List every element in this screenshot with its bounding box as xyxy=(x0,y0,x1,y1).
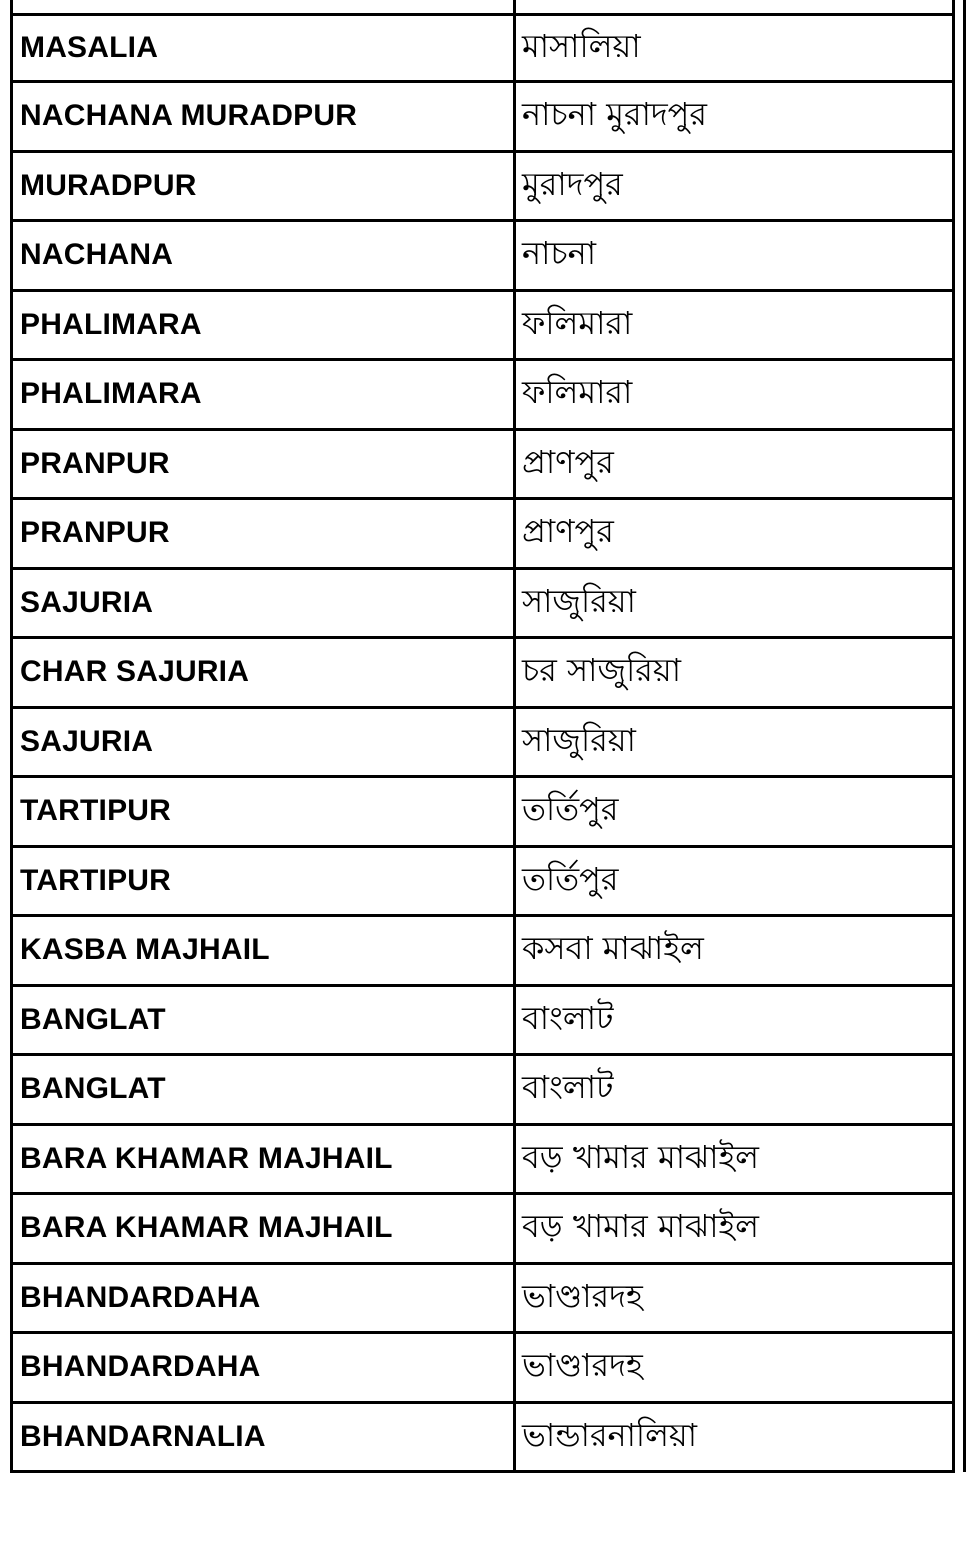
column-border xyxy=(10,16,13,80)
english-name-cell[interactable]: KASBA MAJHAIL xyxy=(20,933,270,967)
table-row xyxy=(10,292,955,362)
column-border xyxy=(513,16,516,80)
table-row xyxy=(10,500,955,570)
bengali-name-cell[interactable]: তর্তিপুর xyxy=(522,859,619,898)
column-border xyxy=(513,431,516,498)
table-row xyxy=(10,153,955,223)
table-header-stub xyxy=(10,0,955,13)
english-name-cell[interactable]: BHANDARDAHA xyxy=(20,1350,261,1384)
column-border xyxy=(952,431,955,498)
table-row xyxy=(10,848,955,918)
column-border xyxy=(952,1404,955,1471)
column-border xyxy=(10,1195,13,1262)
column-border xyxy=(10,222,13,289)
column-border xyxy=(952,987,955,1054)
table-row xyxy=(10,1126,955,1196)
column-border xyxy=(10,83,13,150)
table-row xyxy=(10,222,955,292)
table-row xyxy=(10,13,955,83)
english-name-cell[interactable]: MURADPUR xyxy=(20,168,197,202)
column-border xyxy=(10,1126,13,1193)
column-border xyxy=(952,361,955,428)
bengali-name-cell[interactable]: মুরাদপুর xyxy=(522,164,623,203)
column-border xyxy=(513,709,516,776)
table-row xyxy=(10,361,955,431)
column-border xyxy=(10,570,13,637)
column-border xyxy=(513,361,516,428)
english-name-cell[interactable]: NACHANA xyxy=(20,238,174,272)
english-name-cell[interactable]: BHANDARDAHA xyxy=(20,1280,261,1314)
table-row xyxy=(10,709,955,779)
english-name-cell[interactable]: BHANDARNALIA xyxy=(20,1419,266,1453)
bengali-name-cell[interactable]: বাংলাট xyxy=(522,998,614,1037)
column-border xyxy=(10,431,13,498)
column-border xyxy=(952,153,955,220)
column-border xyxy=(952,1265,955,1332)
bengali-name-cell[interactable]: সাজুরিয়া xyxy=(522,720,636,759)
bengali-name-cell[interactable]: বড় খামার মাঝাইল xyxy=(522,1207,759,1246)
bengali-name-cell[interactable]: সাজুরিয়া xyxy=(522,581,636,620)
english-name-cell[interactable]: PHALIMARA xyxy=(20,307,202,341)
english-name-cell[interactable]: NACHANA MURADPUR xyxy=(20,99,358,133)
english-name-cell[interactable]: BARA KHAMAR MAJHAIL xyxy=(20,1141,393,1175)
bengali-name-cell[interactable]: বাংলাট xyxy=(522,1068,614,1107)
english-name-cell[interactable]: PRANPUR xyxy=(20,516,170,550)
table-row xyxy=(10,1056,955,1126)
column-border xyxy=(513,1404,516,1471)
column-border xyxy=(952,1195,955,1262)
column-border xyxy=(10,1265,13,1332)
table-row xyxy=(10,987,955,1057)
table-row xyxy=(10,570,955,640)
column-border xyxy=(513,83,516,150)
column-border xyxy=(513,987,516,1054)
column-border xyxy=(10,987,13,1054)
column-border xyxy=(513,570,516,637)
column-border xyxy=(952,1056,955,1123)
english-name-cell[interactable]: SAJURIA xyxy=(20,724,154,758)
column-border xyxy=(10,917,13,984)
table-row xyxy=(10,917,955,987)
column-border xyxy=(10,153,13,220)
column-border xyxy=(513,848,516,915)
column-border xyxy=(952,1126,955,1193)
bengali-name-cell[interactable]: চর সাজুরিয়া xyxy=(522,651,681,690)
english-name-cell[interactable]: PRANPUR xyxy=(20,446,170,480)
english-name-cell[interactable]: PHALIMARA xyxy=(20,377,202,411)
english-name-cell[interactable]: CHAR SAJURIA xyxy=(20,655,250,689)
english-name-cell[interactable]: TARTIPUR xyxy=(20,863,172,897)
column-border xyxy=(513,1265,516,1332)
table-row xyxy=(10,1195,955,1265)
column-border xyxy=(10,0,13,13)
column-border xyxy=(10,848,13,915)
english-name-cell[interactable]: BARA KHAMAR MAJHAIL xyxy=(20,1211,393,1245)
bengali-name-cell[interactable]: বড় খামার মাঝাইল xyxy=(522,1137,759,1176)
column-border xyxy=(10,361,13,428)
column-border xyxy=(952,570,955,637)
english-name-cell[interactable]: BANGLAT xyxy=(20,1002,166,1036)
table-row xyxy=(10,1265,955,1335)
column-border xyxy=(513,1126,516,1193)
bengali-name-cell[interactable]: কসবা মাঝাইল xyxy=(522,929,704,968)
english-name-cell[interactable]: BANGLAT xyxy=(20,1072,166,1106)
column-border xyxy=(513,1056,516,1123)
column-border xyxy=(10,778,13,845)
column-border xyxy=(513,1195,516,1262)
column-border xyxy=(952,0,955,13)
column-border xyxy=(952,222,955,289)
column-border xyxy=(952,500,955,567)
column-border xyxy=(513,639,516,706)
column-border xyxy=(952,1334,955,1401)
column-border xyxy=(952,917,955,984)
column-border xyxy=(952,709,955,776)
column-border xyxy=(952,639,955,706)
table-row xyxy=(10,431,955,501)
column-border xyxy=(952,83,955,150)
bengali-name-cell[interactable]: ভাণ্ডারদহ xyxy=(522,1346,643,1385)
column-border xyxy=(10,500,13,567)
column-border xyxy=(952,292,955,359)
bengali-name-cell[interactable]: ফলিমারা xyxy=(522,373,633,412)
table-row xyxy=(10,83,955,153)
village-name-table xyxy=(10,13,955,1473)
table-row xyxy=(10,1334,955,1404)
column-border xyxy=(513,292,516,359)
column-border xyxy=(10,1334,13,1401)
bengali-name-cell[interactable]: প্রাণপুর xyxy=(522,512,614,551)
column-border xyxy=(513,0,516,13)
bengali-name-cell[interactable]: ভান্ডারনালিয়া xyxy=(522,1415,698,1454)
column-border xyxy=(10,709,13,776)
column-border xyxy=(952,16,955,80)
column-border xyxy=(952,848,955,915)
column-border xyxy=(10,1056,13,1123)
bengali-name-cell[interactable]: নাচনা মুরাদপুর xyxy=(522,95,707,134)
column-border xyxy=(10,292,13,359)
table-row xyxy=(10,639,955,709)
bengali-name-cell[interactable]: তর্তিপুর xyxy=(522,790,619,829)
english-name-cell[interactable]: TARTIPUR xyxy=(20,794,172,828)
table-row xyxy=(10,778,955,848)
english-name-cell[interactable]: SAJURIA xyxy=(20,585,154,619)
column-border xyxy=(10,639,13,706)
column-border xyxy=(513,1334,516,1401)
column-border xyxy=(513,222,516,289)
column-border xyxy=(513,778,516,845)
bengali-name-cell[interactable]: ভাণ্ডারদহ xyxy=(522,1276,643,1315)
bengali-name-cell[interactable]: মাসালিয়া xyxy=(522,27,641,65)
english-name-cell[interactable]: MASALIA xyxy=(20,31,159,64)
column-border xyxy=(513,153,516,220)
column-border xyxy=(952,778,955,845)
column-border xyxy=(513,917,516,984)
table-row xyxy=(10,1404,955,1474)
column-border xyxy=(10,1404,13,1471)
bengali-name-cell[interactable]: ফলিমারা xyxy=(522,303,633,342)
column-border xyxy=(513,500,516,567)
bengali-name-cell[interactable]: নাচনা xyxy=(522,234,597,273)
bengali-name-cell[interactable]: প্রাণপুর xyxy=(522,442,614,481)
